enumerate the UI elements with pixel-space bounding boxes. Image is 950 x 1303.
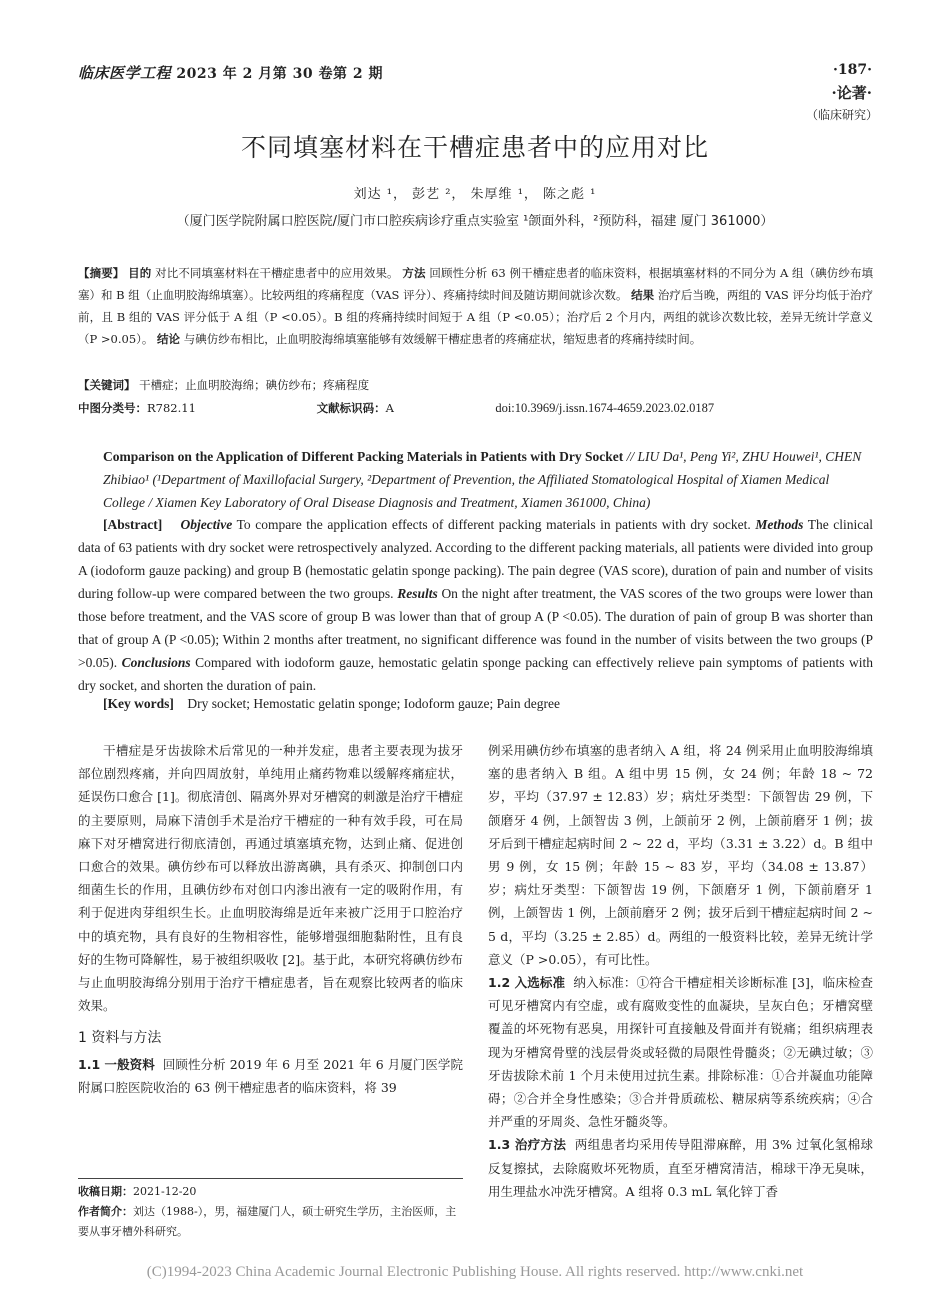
abstract-label: 【摘要】	[78, 266, 125, 280]
keywords-label: 【关键词】	[78, 378, 136, 392]
english-keywords	[103, 696, 873, 712]
page-number: ·187·	[833, 62, 872, 78]
affiliation: （厦门医学院附属口腔医院/厦门市口腔疾病诊疗重点实验室 ¹颌面外科，²预防科，福建 厦门 361000）	[176, 214, 774, 229]
conclusion-text: 与碘仿纱布相比，止血明胶海绵填塞能够有效缓解干槽症患者的疼痛症状，缩短患者的疼痛持续时间。	[183, 332, 702, 346]
authors: 刘达 ¹， 彭艺 ²， 朱厚维 ¹， 陈之彪 ¹	[353, 187, 597, 202]
author-bio: 刘达（1988-），男，福建厦门人，硕士研究生学历，主治医师，主要从事牙槽外科研究。	[78, 1205, 457, 1238]
paragraph-1-2	[488, 971, 873, 1133]
author-bio-label: 作者简介：	[78, 1205, 133, 1218]
methods-text: 回顾性分析 63 例干槽症患者的临床资料，根据填塞材料的不同分为 A 组（碘仿纱布填塞）和 B 组（止血明胶海绵填塞）。比较两组的疼痛程度（VAS 评分）、疼痛持续时间及随访期间就诊次数。	[78, 266, 874, 302]
paragraph-1-1	[78, 1053, 463, 1099]
doi: doi:10.3969/j.issn.1674-4659.2023.02.0187	[495, 401, 715, 415]
body-right-column	[488, 739, 873, 1203]
en-conclusions-label: Conclusions	[121, 655, 191, 670]
section-label: ·论著·	[831, 84, 872, 102]
en-keywords-label: [Key words]	[103, 696, 174, 711]
received-date: 2021-12-20	[133, 1185, 197, 1198]
keywords-text: 干槽症；止血明胶海绵；碘仿纱布；疼痛程度	[139, 378, 370, 392]
en-results-label: Results	[397, 586, 438, 601]
paragraph-1-3	[488, 1133, 873, 1203]
doc-value: A	[385, 401, 394, 415]
results-label: 结果	[631, 288, 655, 302]
footnote	[78, 1182, 463, 1242]
en-objective-label: Objective	[180, 517, 233, 532]
paper-title: 不同填塞材料在干槽症患者中的应用对比	[240, 133, 709, 162]
clc-value: R782.11	[147, 401, 196, 415]
heading-1-3: 1.3 治疗方法	[488, 1137, 567, 1153]
text-1-3: 两组患者均采用传导阻滞麻醉，用 3% 过氧化氢棉球反复擦拭，去除腐败坏死物质，直至牙槽窝清洁，棉球干净无臭味，用生理盐水冲洗牙槽窝。A 组将 0.3 mL 氧化锌丁香	[488, 1137, 873, 1199]
received-label: 收稿日期：	[78, 1185, 133, 1198]
en-abstract-label: [Abstract]	[103, 517, 163, 532]
en-objective: To compare the application effects of different packing materials in patients with dry socket.	[236, 517, 751, 532]
objective-text: 对比不同填塞材料在干槽症患者中的应用效果。	[155, 266, 399, 280]
english-title: Comparison on the Application of Different Packing Materials in Patients with Dry Socket	[103, 449, 624, 464]
en-methods-label: Methods	[755, 517, 804, 532]
abstract-cn	[78, 262, 873, 350]
en-conclusions: Compared with iodoform gauze, hemostatic gelatin sponge packing can effectively relieve pain symptoms of patients with dry socket, and shorten the duration of pain.	[78, 655, 873, 693]
text-1-2: 纳入标准：①符合干槽症相关诊断标准 [3]，临床检查可见牙槽窝内有空虚，或有腐败变性的血凝块，呈灰白色；牙槽窝壁覆盖的坏死物有恶臭，用探针可直接触及骨面并有锐痛；组织病理表现为牙槽窝骨壁的浅层骨炎或轻微的局限性骨髓炎；②无碘过敏；③牙齿拔除术前 1 个月未使用过抗生素。排除标准：①合并凝血功能障碍；②合并全身性感染；③合并骨质疏松、糖尿病等系统疾病；④合并严重的牙周炎、急性牙髓炎等。	[488, 975, 873, 1130]
english-title-block	[103, 445, 873, 514]
copyright-line: (C)1994-2023 China Academic Journal Electronic Publishing House. All rights reserved. http://www.cnki.net	[146, 1264, 804, 1280]
conclusion-label: 结论	[157, 332, 181, 346]
footnote-divider	[78, 1178, 463, 1179]
english-abstract	[78, 513, 873, 697]
results-text: 治疗后当晚，两组的 VAS 评分均低于治疗前，且 B 组的 VAS 评分低于 A 组（P <0.05）。B 组的疼痛持续时间短于 A 组（P <0.05）；治疗后 2 个月内，两组的就诊次数比较，差异无统计学意义（P >0.05）。	[78, 288, 874, 346]
journal-name: 临床医学工程	[78, 64, 172, 82]
intro-paragraph: 干槽症是牙齿拔除术后常见的一种并发症，患者主要表现为拔牙部位剧烈疼痛，并向四周放射，单纯用止痛药物难以缓解疼痛症状，延误伤口愈合 [1]。彻底清创、隔离外界对牙槽窝的刺激是治疗干槽症的主要原则，局麻下清创手术是治疗干槽症的一种有效手段，可在局麻下对牙槽窝进行彻底清创，再通过填塞填充物，达到止痛、促进创口愈合的效果。碘仿纱布可以释放出游离碘，具有杀灭、抑制创口内细菌生长的作用，且碘仿纱布对创口内渗出液有一定的吸附作用，有利于促进肉芽组织生长。止血明胶海绵是近年来被广泛用于口腔治疗中的填充物，具有良好的生物相容性，能够增强细胞黏附性，且有良好的生物可降解性，易于被组织吸收 [2]。基于此，本研究将碘仿纱布与止血明胶海绵分别用于治疗干槽症患者，旨在观察比较两者的临床效果。	[78, 743, 463, 1014]
english-affiliation: (¹Department of Maxillofacial Surgery, ²Department of Prevention, the Affiliated Stomatological Hospital of Xiamen Medical College / Xiamen Key Laboratory of Oral Disease Diagnosis and Treatment, Xiamen 361000, China)	[103, 472, 830, 510]
keywords-cn	[78, 377, 873, 393]
paragraph-groups: 例采用碘仿纱布填塞的患者纳入 A 组，将 24 例采用止血明胶海绵填塞的患者纳入 B 组。A 组中男 15 例，女 24 例；年龄 18 ~ 72 岁，平均（37.97 ± 12.83）岁；病灶牙类型：下颌智齿 29 例，下颌磨牙 4 例，上颌智齿 3 例，上颌前牙 2 例，上颌前磨牙 1 例；拔牙后到干槽症起病时间 2 ~ 22 d，平均（3.31 ± 3.22）d。B 组中男 9 例，女 15 例；年龄 15 ~ 83 岁，平均（34.08 ± 13.87）岁；病灶牙类型：下颌智齿 19 例，下颌磨牙 1 例，下颌前磨牙 1 例，上颌智齿 1 例，上颌前磨牙 2 例；拔牙后到干槽症起病时间 2 ~ 5 d，平均（3.25 ± 2.85）d。两组的一般资料比较，差异无统计学意义（P >0.05），有可比性。	[488, 743, 873, 967]
body-left-column	[78, 739, 463, 1099]
text-1-1: 回顾性分析 2019 年 6 月至 2021 年 6 月厦门医学院附属口腔医院收治的 63 例干槽症患者的临床资料，将 39	[78, 1056, 463, 1095]
heading-1-1: 1.1 一般资料	[78, 1056, 155, 1072]
subsection-label: （临床研究）	[805, 108, 878, 122]
doc-label: 文献标识码：	[316, 401, 386, 415]
clc-label: 中图分类号：	[78, 401, 147, 415]
heading-1-2: 1.2 入选标准	[488, 975, 566, 991]
methods-label: 方法	[402, 266, 426, 280]
journal-header	[78, 62, 383, 83]
objective-label: 目的	[128, 266, 152, 280]
en-methods: The clinical data of 63 patients with dry socket were retrospectively analyzed. According to the different packing materials, all patients were divided into group A (iodoform gauze packing) and group B (hemostatic gelatin sponge packing). The pain degree (VAS score), duration of pain and number of visits during follow-up were compared between the two groups.	[78, 517, 874, 601]
section-heading-1: 1 资料与方法	[78, 1030, 162, 1047]
en-keywords: Dry socket; Hemostatic gelatin sponge; Iodoform gauze; Pain degree	[187, 696, 561, 711]
en-results: On the night after treatment, the VAS scores of the two groups were lower than those before treatment, and the VAS score of group B was lower than that of group A (P <0.05). The duration of pain of group B was shorter than that of group A (P <0.05); Within 2 months after treatment, no significant difference was found in the number of visits between the two groups (P >0.05).	[78, 586, 873, 670]
english-authors: // LIU Da¹, Peng Yi², ZHU Houwei¹, CHEN Zhibiao¹	[103, 449, 862, 487]
classification-row	[78, 400, 873, 416]
journal-issue: 2023 年 2 月第 30 卷第 2 期	[176, 66, 383, 82]
